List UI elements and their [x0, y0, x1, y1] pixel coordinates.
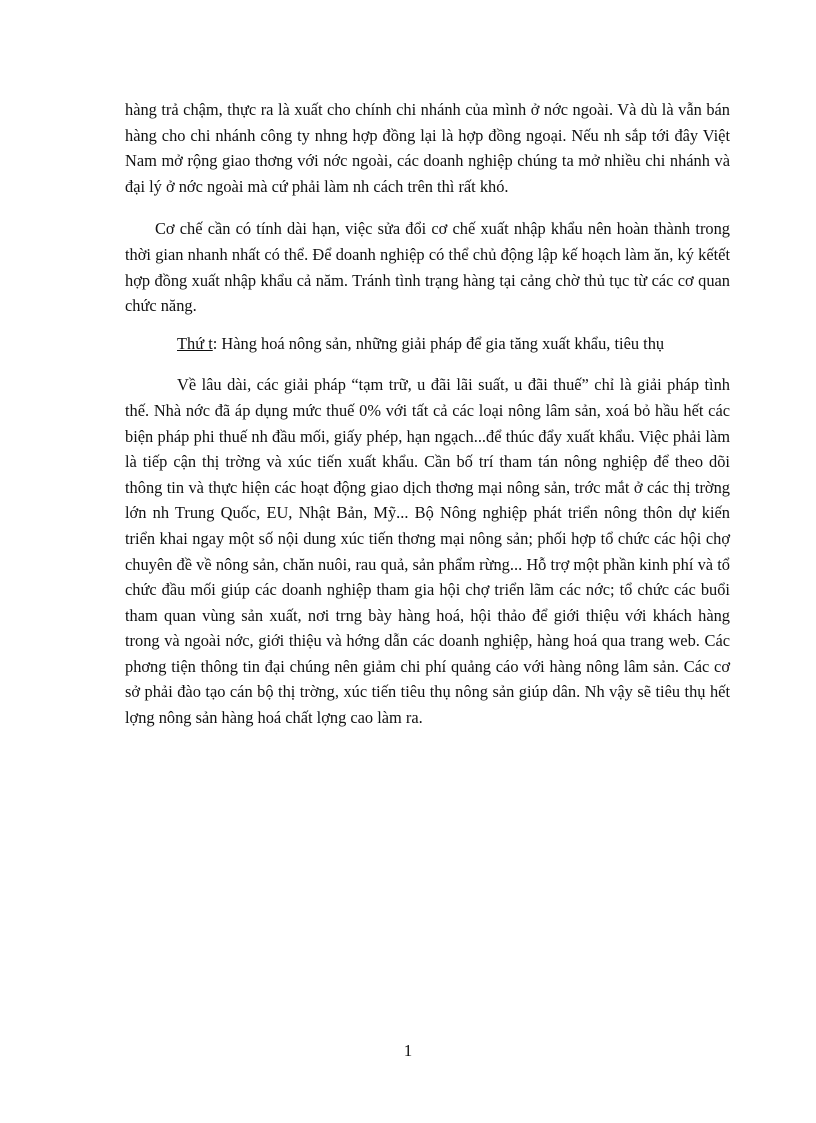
section-lead: Thứ t — [177, 333, 213, 353]
paragraph-solutions: Về lâu dài, các giải pháp “tạm trữ, u đãi lãi suất, u đãi thuế” chỉ là giải pháp tình thế. Nhà nớc đã áp dụng mức thuế 0% với tất cả các loại nông lâm sản, xoá bỏ hầu hết các biện pháp phi thuế nh đầu mối, giấy phép, hạn ngạch...để thúc đẩy xuất khẩu. Việc phải làm là tiếp cận thị trờng và xúc tiến xuất khẩu. Cần bố trí tham tán nông nghiệp để theo dõi thông tin và thực hiện các hoạt động giao dịch thơng mại nông sản, trớc mắt ở các thị trờng lớn nh Trung Quốc, EU, Nhật Bản, Mỹ... Bộ Nông nghiệp phát triển nông thôn dự kiến triển khai ngay một số nội dung xúc tiến thơng mại nông sản; phối hợp tổ chức các hội chợ chuyên đề về nông sản, chăn nuôi, rau quả, sản phẩm rừng... Hỗ trợ một phần kinh phí và tổ chức đầu mối giúp các doanh nghiệp tham gia hội chợ triển lãm các nớc; tổ chức các buổi tham quan vùng sản xuất, nơi trng bày hàng hoá, hội thảo để giới thiệu với khách hàng trong và ngoài nớc, giới thiệu và hớng dẫn các doanh nghiệp, hàng hoá qua trang web. Các phơng tiện thông tin đại chúng nên giảm chi phí quảng cáo với hàng nông lâm sản. Các cơ sở phải đào tạo cán bộ thị trờng, xúc tiến tiêu thụ nông sản giúp dân. Nh vậy sẽ tiêu thụ hết lợng nông sản hàng hoá chất lợng cao làm ra. — [125, 375, 730, 728]
paragraph-mechanism: Cơ chế cần có tính dài hạn, việc sửa đổi cơ chế xuất nhập khẩu nên hoàn thành trong thời gian nhanh nhất có thể. Để doanh nghiệp có thể chủ động lập kế hoạch làm ăn, ký kếtết hợp đồng xuất nhập khẩu cả năm. Tránh tình trạng hàng tại cảng chờ thủ tục từ các cơ quan chức năng. — [125, 219, 730, 316]
section-heading — [125, 331, 730, 357]
paragraph-continuation: hàng trả chậm, thực ra là xuất cho chính chi nhánh của mình ở nớc ngoài. Và dù là vẫn bán hàng cho chi nhánh công ty nhng hợp đồng lại là hợp đồng ngoại. Nếu nh sắp tới đây Việt Nam mở rộng giao thơng với nớc ngoài, các doanh nghiệp chúng ta mở nhiều chi nhánh và đại lý ở nớc ngoài mà cứ phải làm nh cách trên thì rất khó. — [125, 100, 730, 196]
section-heading-text: : Hàng hoá nông sản, những giải pháp để gia tăng xuất khẩu, tiêu thụ — [212, 333, 665, 353]
page-content — [125, 97, 730, 731]
page-number: 1 — [403, 1041, 413, 1060]
